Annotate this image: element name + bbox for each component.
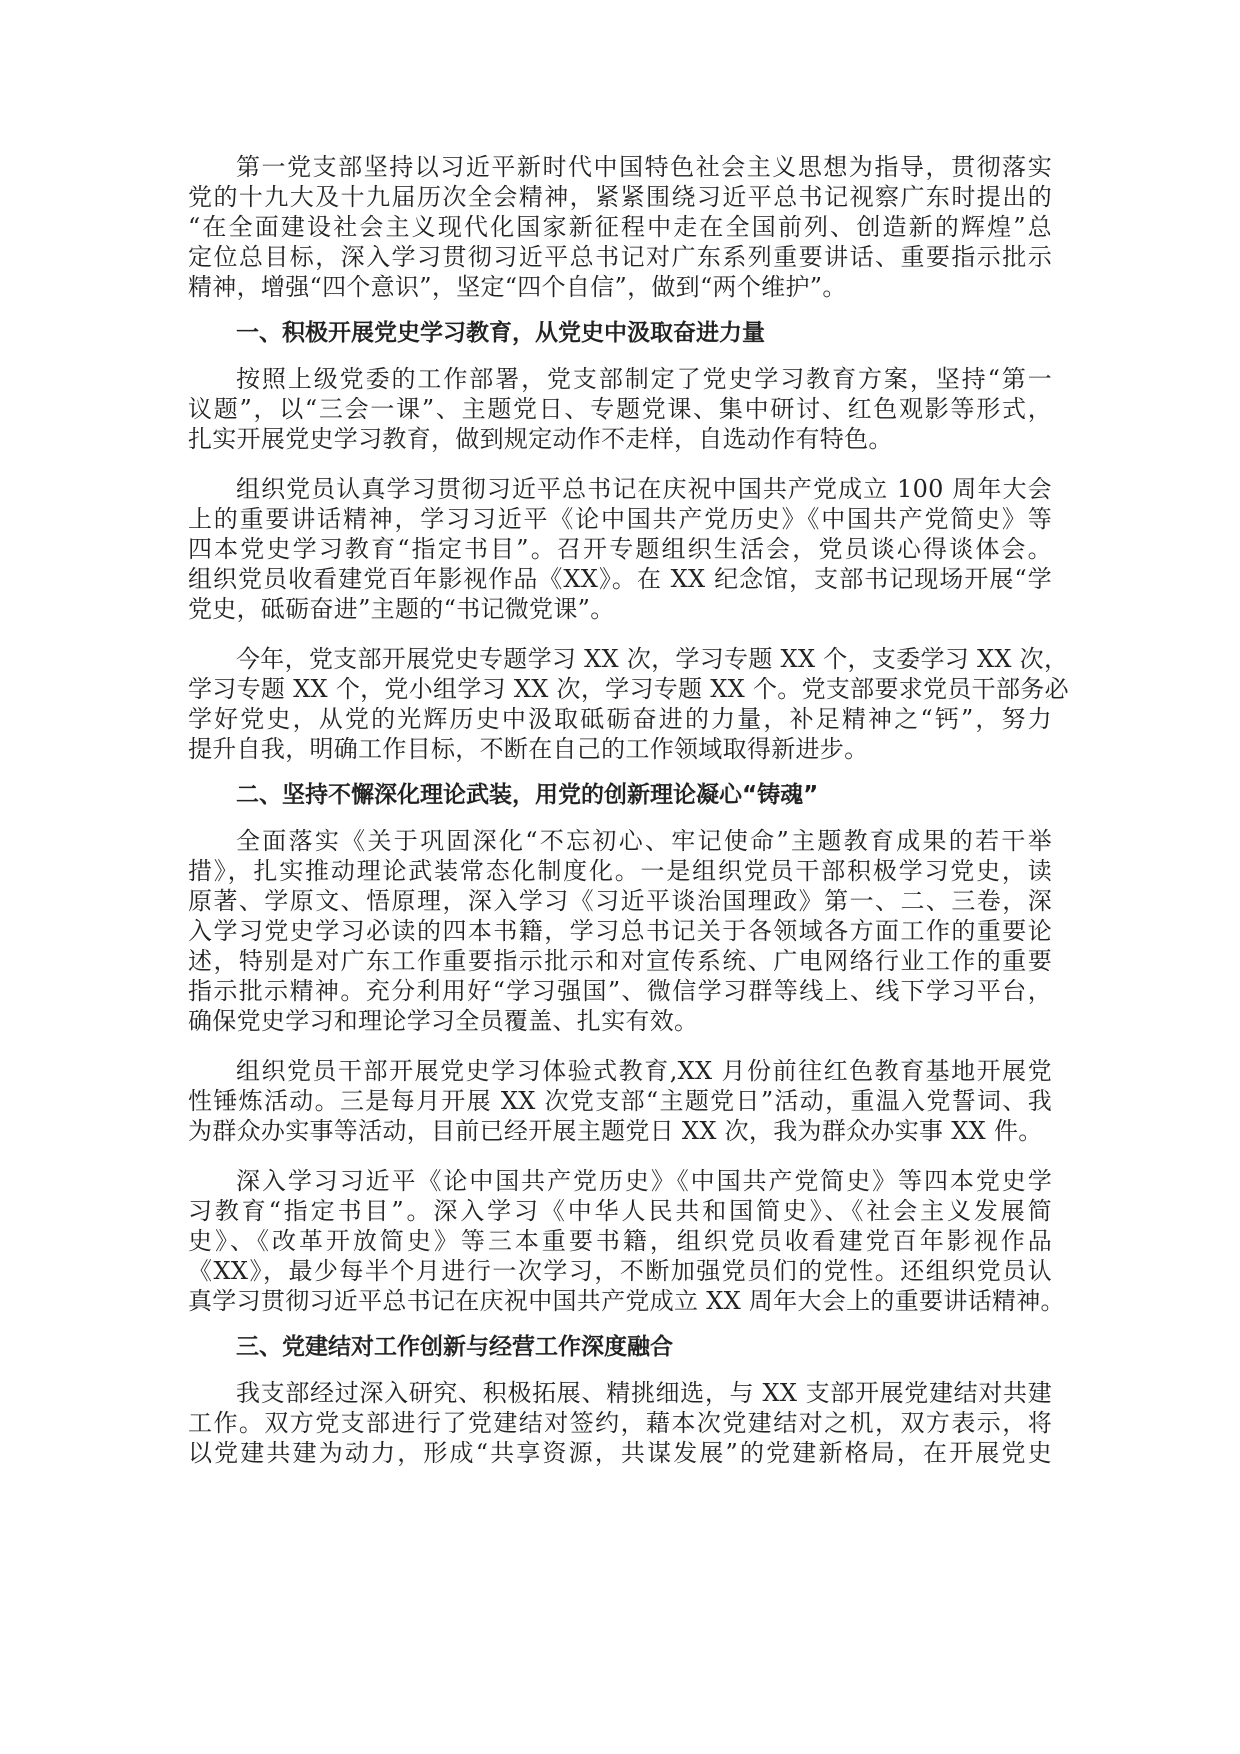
text-line: 全面落实《关于巩固深化“不忘初心、牢记使命”主题教育成果的若干举 xyxy=(236,827,1052,855)
text-line: 今年，党支部开展党史专题学习 XX 次，学习专题 XX 个，支委学习 XX 次， xyxy=(236,645,1069,673)
section-2-paragraph-1 xyxy=(188,826,1052,1036)
text-line: 习教育“指定书目”。深入学习《中华人民共和国简史》、《社会主义发展简 xyxy=(188,1197,1052,1225)
text-line: “在全面建设社会主义现代化国家新征程中走在全国前列、创造新的辉煌”总 xyxy=(188,213,1052,241)
section-2-heading: 二、坚持不懈深化理论武装，用党的创新理论凝心“铸魂” xyxy=(236,782,819,808)
text-line: 原著、学原文、悟原理，深入学习《习近平谈治国理政》第一、二、三卷，深 xyxy=(188,887,1052,915)
text-line: 入学习党史学习必读的四本书籍，学习总书记关于各领域各方面工作的重要论 xyxy=(188,917,1052,945)
text-line: 以党建共建为动力，形成“共享资源，共谋发展”的党建新格局，在开展党史 xyxy=(188,1439,1052,1467)
intro-paragraph xyxy=(188,152,1052,302)
text-line: 提升自我，明确工作目标，不断在自己的工作领域取得新进步。 xyxy=(188,735,869,763)
text-line: 上的重要讲话精神，学习习近平《论中国共产党历史》《中国共产党简史》等 xyxy=(188,505,1052,533)
text-line: 精神，增强“四个意识”，坚定“四个自信”，做到“两个维护”。 xyxy=(188,273,847,301)
section-1-paragraph-3 xyxy=(188,644,1069,764)
text-line: 组织党员收看建党百年影视作品《XX》。在 XX 纪念馆，支部书记现场开展“学 xyxy=(188,565,1052,593)
text-line: 党史，砥砺奋进”主题的“书记微党课”。 xyxy=(188,595,615,623)
text-line: 组织党员干部开展党史学习体验式教育,XX 月份前往红色教育基地开展党 xyxy=(236,1057,1052,1085)
text-line: 议题”，以“三会一课”、主题党日、专题党课、集中研讨、红色观影等形式， xyxy=(188,395,1052,423)
text-line: 四本党史学习教育“指定书目”。召开专题组织生活会，党员谈心得谈体会。 xyxy=(188,535,1052,563)
text-line: 真学习贯彻习近平总书记在庆祝中国共产党成立 XX 周年大会上的重要讲话精神。 xyxy=(188,1287,1065,1315)
text-line: 《XX》，最少每半个月进行一次学习，不断加强党员们的党性。还组织党员认 xyxy=(188,1257,1052,1285)
document-page xyxy=(188,152,1069,1468)
section-1-paragraph-1 xyxy=(188,364,1052,454)
text-line: 学好党史，从党的光辉历史中汲取砥砺奋进的力量，补足精神之“钙”，努力 xyxy=(188,705,1052,733)
text-line: 指示批示精神。充分利用好“学习强国”、微信学习群等线上、线下学习平台， xyxy=(188,977,1052,1005)
section-1-heading: 一、积极开展党史学习教育，从党史中汲取奋进力量 xyxy=(236,320,765,346)
text-line: 党的十九大及十九届历次全会精神，紧紧围绕习近平总书记视察广东时提出的 xyxy=(188,183,1052,211)
section-2-paragraph-2 xyxy=(188,1056,1052,1146)
section-1-paragraph-2 xyxy=(188,474,1052,624)
text-line: 述，特别是对广东工作重要指示批示和对宣传系统、广电网络行业工作的重要 xyxy=(188,947,1052,975)
text-line: 确保党史学习和理论学习全员覆盖、扎实有效。 xyxy=(188,1007,699,1035)
text-line: 深入学习习近平《论中国共产党历史》《中国共产党简史》等四本党史学 xyxy=(236,1167,1052,1195)
text-line: 我支部经过深入研究、积极拓展、精挑细选，与 XX 支部开展党建结对共建 xyxy=(236,1379,1052,1407)
section-2-paragraph-3 xyxy=(188,1166,1065,1316)
text-line: 学习专题 XX 个，党小组学习 XX 次，学习专题 XX 个。党支部要求党员干部务必 xyxy=(188,675,1069,703)
text-line: 措》，扎实推动理论武装常态化制度化。一是组织党员干部积极学习党史，读 xyxy=(188,857,1052,885)
text-line: 工作。双方党支部进行了党建结对签约，藉本次党建结对之机，双方表示，将 xyxy=(188,1409,1052,1437)
text-line: 性锤炼活动。三是每月开展 XX 次党支部“主题党日”活动，重温入党誓词、我 xyxy=(188,1087,1052,1115)
text-line: 第一党支部坚持以习近平新时代中国特色社会主义思想为指导，贯彻落实 xyxy=(236,153,1052,181)
text-line: 组织党员认真学习贯彻习近平总书记在庆祝中国共产党成立 100 周年大会 xyxy=(236,475,1052,503)
text-line: 按照上级党委的工作部署，党支部制定了党史学习教育方案，坚持“第一 xyxy=(236,365,1052,393)
section-3-heading: 三、党建结对工作创新与经营工作深度融合 xyxy=(236,1334,673,1360)
section-3-paragraph-1 xyxy=(188,1378,1052,1468)
text-line: 史》、《改革开放简史》等三本重要书籍，组织党员收看建党百年影视作品 xyxy=(188,1227,1052,1255)
text-line: 定位总目标，深入学习贯彻习近平总书记对广东系列重要讲话、重要指示批示 xyxy=(188,243,1052,271)
text-line: 为群众办实事等活动，目前已经开展主题党日 XX 次，我为群众办实事 XX 件。 xyxy=(188,1117,1043,1145)
text-line: 扎实开展党史学习教育，做到规定动作不走样，自选动作有特色。 xyxy=(188,425,893,453)
